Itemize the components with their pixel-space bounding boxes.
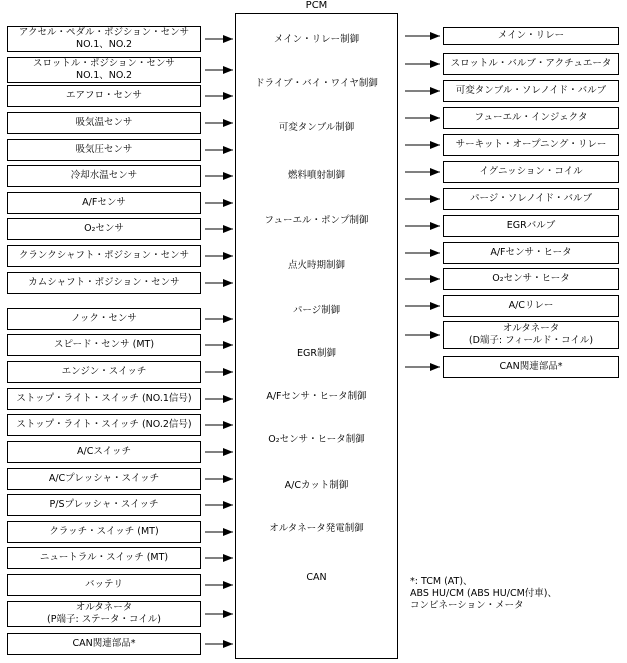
input-box-10 bbox=[7, 272, 201, 294]
output-box-4-line-1: フューエル・インジェクタ bbox=[474, 112, 588, 123]
input-box-1-line-2: NO.1、NO.2 bbox=[75, 39, 133, 50]
input-box-14-line-1: ストップ・ライト・スイッチ (NO.1信号) bbox=[16, 393, 192, 404]
output-box-6 bbox=[443, 161, 619, 183]
input-box-19-line-1: クラッチ・スイッチ (MT) bbox=[49, 526, 159, 537]
input-box-19 bbox=[7, 521, 201, 543]
output-box-1 bbox=[443, 27, 619, 45]
input-box-2-line-2: NO.1、NO.2 bbox=[75, 70, 133, 81]
input-box-17 bbox=[7, 468, 201, 490]
pcm-function-12: オルタネータ発電制御 bbox=[269, 523, 364, 534]
input-box-7-line-1: A/Fセンサ bbox=[82, 197, 126, 208]
pcm-function-1: メイン・リレー制御 bbox=[273, 34, 360, 45]
pcm-function-10: O₂センサ・ヒータ制御 bbox=[268, 434, 365, 445]
footnote-line-1: *: TCM (AT)、 bbox=[410, 576, 473, 587]
input-box-17-line-1: A/Cプレッシャ・スイッチ bbox=[48, 473, 160, 484]
input-box-21-line-1: バッテリ bbox=[84, 579, 123, 590]
input-box-14 bbox=[7, 388, 201, 410]
input-box-13-line-1: エンジン・スイッチ bbox=[61, 366, 147, 377]
output-box-8 bbox=[443, 215, 619, 237]
output-box-11 bbox=[443, 295, 619, 317]
pcm-function-11: A/Cカット制御 bbox=[284, 480, 349, 491]
output-box-3 bbox=[443, 80, 619, 102]
input-box-12 bbox=[7, 334, 201, 356]
input-box-16 bbox=[7, 441, 201, 463]
output-box-13-line-1: CAN関連部品* bbox=[499, 361, 563, 372]
input-box-15 bbox=[7, 414, 201, 436]
output-box-12-line-1: オルタネータ bbox=[502, 323, 560, 334]
input-box-20 bbox=[7, 547, 201, 569]
output-box-5-line-1: サーキット・オープニング・リレー bbox=[455, 139, 607, 150]
input-box-21 bbox=[7, 574, 201, 596]
input-box-16-line-1: A/Cスイッチ bbox=[77, 446, 131, 457]
input-box-18 bbox=[7, 494, 201, 516]
input-box-23-line-1: CAN関連部品* bbox=[72, 638, 136, 649]
output-box-13 bbox=[443, 356, 619, 378]
output-box-12-line-2: (D端子: フィールド・コイル) bbox=[468, 335, 594, 346]
output-box-4 bbox=[443, 107, 619, 129]
input-box-12-line-1: スピード・センサ (MT) bbox=[53, 339, 155, 350]
output-box-1-line-1: メイン・リレー bbox=[497, 30, 565, 41]
output-box-8-line-1: EGRバルブ bbox=[506, 220, 556, 231]
input-box-7 bbox=[7, 192, 201, 214]
footnote-line-2: ABS HU/CM (ABS HU/CM付車)、 bbox=[410, 588, 557, 599]
input-box-22 bbox=[7, 601, 201, 627]
pcm-title: PCM bbox=[305, 0, 328, 11]
pcm-function-13: CAN bbox=[306, 572, 327, 583]
input-box-6-line-1: 冷却水温センサ bbox=[70, 170, 138, 181]
output-box-2-line-1: スロットル・バルブ・アクチュエータ bbox=[450, 58, 612, 69]
input-box-6 bbox=[7, 165, 201, 187]
pcm-function-6: 点火時期制御 bbox=[287, 260, 345, 271]
input-box-5 bbox=[7, 139, 201, 161]
input-box-8-line-1: O₂センサ bbox=[84, 223, 124, 234]
input-box-2 bbox=[7, 57, 201, 83]
output-box-6-line-1: イグニッション・コイル bbox=[479, 166, 583, 177]
pcm-box bbox=[235, 13, 398, 659]
input-box-3-line-1: エアフロ・センサ bbox=[65, 90, 142, 101]
footnote bbox=[410, 576, 557, 612]
input-box-4 bbox=[7, 112, 201, 134]
input-box-9-line-1: クランクシャフト・ポジション・センサ bbox=[18, 250, 190, 261]
output-box-9-line-1: A/Fセンサ・ヒータ bbox=[490, 247, 572, 258]
input-box-18-line-1: P/Sプレッシャ・スイッチ bbox=[49, 499, 159, 510]
input-box-20-line-1: ニュートラル・スイッチ (MT) bbox=[39, 552, 169, 563]
output-box-2 bbox=[443, 53, 619, 75]
output-box-7-line-1: パージ・ソレノイド・バルブ bbox=[469, 193, 593, 204]
input-box-5-line-1: 吸気圧センサ bbox=[75, 144, 133, 155]
pcm-function-9: A/Fセンサ・ヒータ制御 bbox=[266, 391, 367, 402]
output-box-5 bbox=[443, 134, 619, 156]
input-box-11-line-1: ノック・センサ bbox=[71, 313, 137, 324]
input-box-3 bbox=[7, 85, 201, 107]
output-box-7 bbox=[443, 188, 619, 210]
pcm-function-2: ドライブ・バイ・ワイヤ制御 bbox=[255, 78, 378, 89]
input-box-22-line-1: オルタネータ bbox=[75, 602, 133, 613]
input-box-8 bbox=[7, 218, 201, 240]
input-box-1 bbox=[7, 26, 201, 52]
input-box-13 bbox=[7, 361, 201, 383]
pcm-function-5: フューエル・ポンプ制御 bbox=[264, 215, 369, 226]
input-box-1-line-1: アクセル・ペダル・ポジション・センサ bbox=[18, 27, 190, 38]
input-box-15-line-1: ストップ・ライト・スイッチ (NO.2信号) bbox=[16, 419, 192, 430]
input-box-23 bbox=[7, 633, 201, 655]
input-box-11 bbox=[7, 308, 201, 330]
pcm-function-7: パージ制御 bbox=[292, 305, 341, 316]
pcm-function-8: EGR制御 bbox=[297, 348, 336, 359]
output-box-12 bbox=[443, 321, 619, 349]
output-box-10-line-1: O₂センサ・ヒータ bbox=[492, 273, 570, 284]
input-box-4-line-1: 吸気温センサ bbox=[75, 117, 133, 128]
input-box-22-line-2: (P端子: ステータ・コイル) bbox=[47, 614, 161, 625]
input-box-10-line-1: カムシャフト・ポジション・センサ bbox=[28, 277, 180, 288]
output-box-9 bbox=[443, 242, 619, 264]
output-box-3-line-1: 可変タンブル・ソレノイド・バルブ bbox=[455, 85, 607, 96]
input-box-2-line-1: スロットル・ポジション・センサ bbox=[33, 58, 175, 69]
output-box-11-line-1: A/Cリレー bbox=[508, 300, 554, 311]
pcm-function-4: 燃料噴射制御 bbox=[287, 170, 345, 181]
footnote-line-3: コンビネーション・メータ bbox=[410, 600, 524, 611]
output-box-10 bbox=[443, 268, 619, 290]
input-box-9 bbox=[7, 245, 201, 267]
pcm-function-3: 可変タンブル制御 bbox=[278, 122, 355, 133]
